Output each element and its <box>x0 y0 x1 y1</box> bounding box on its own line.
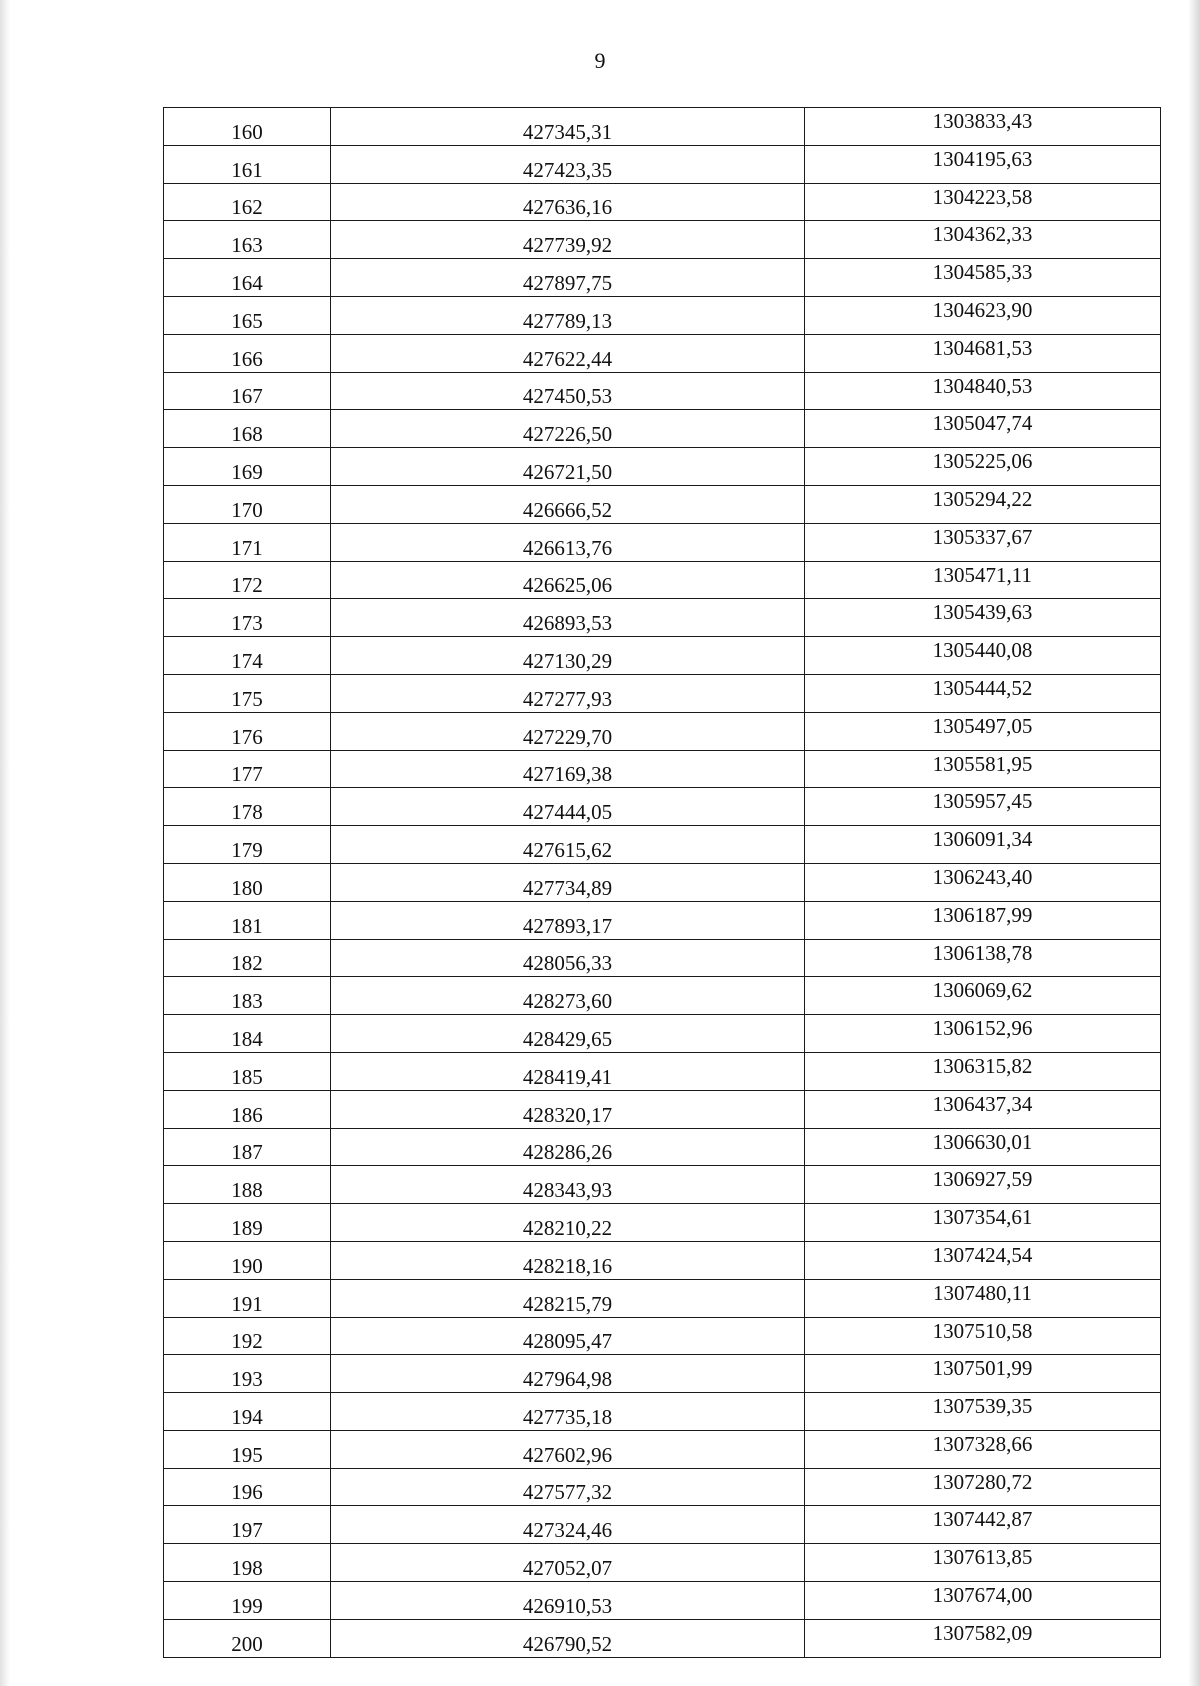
table-row <box>164 296 1161 334</box>
table-row <box>164 221 1161 259</box>
table-row <box>164 1355 1161 1393</box>
table-row <box>164 674 1161 712</box>
table-row <box>164 1279 1161 1317</box>
x-coordinate-cell: 426790,52 <box>331 1619 805 1657</box>
table-row <box>164 448 1161 486</box>
x-coordinate-cell: 427734,89 <box>331 863 805 901</box>
x-coordinate-cell: 428215,79 <box>331 1279 805 1317</box>
table-row <box>164 863 1161 901</box>
point-number-cell: 183 <box>164 977 331 1015</box>
x-coordinate-cell: 426893,53 <box>331 599 805 637</box>
table-row <box>164 372 1161 410</box>
y-coordinate-cell: 1306437,34 <box>805 1090 1161 1128</box>
point-number-cell: 195 <box>164 1430 331 1468</box>
table-row <box>164 1015 1161 1053</box>
point-number-cell: 184 <box>164 1015 331 1053</box>
point-number-cell: 196 <box>164 1468 331 1506</box>
x-coordinate-cell: 427130,29 <box>331 637 805 675</box>
point-number-cell: 181 <box>164 901 331 939</box>
table-row <box>164 712 1161 750</box>
x-coordinate-cell: 428218,16 <box>331 1241 805 1279</box>
point-number-cell: 160 <box>164 108 331 146</box>
point-number-cell: 171 <box>164 523 331 561</box>
table-row <box>164 108 1161 146</box>
x-coordinate-cell: 427423,35 <box>331 145 805 183</box>
x-coordinate-cell: 428320,17 <box>331 1090 805 1128</box>
scan-edge-right <box>1188 0 1200 1686</box>
point-number-cell: 199 <box>164 1582 331 1620</box>
point-number-cell: 194 <box>164 1393 331 1431</box>
table-row <box>164 259 1161 297</box>
point-number-cell: 190 <box>164 1241 331 1279</box>
table-row <box>164 334 1161 372</box>
y-coordinate-cell: 1306630,01 <box>805 1128 1161 1166</box>
y-coordinate-cell: 1304362,33 <box>805 221 1161 259</box>
y-coordinate-cell: 1306152,96 <box>805 1015 1161 1053</box>
point-number-cell: 161 <box>164 145 331 183</box>
table-row <box>164 1582 1161 1620</box>
table-row <box>164 750 1161 788</box>
y-coordinate-cell: 1304585,33 <box>805 259 1161 297</box>
y-coordinate-cell: 1305471,11 <box>805 561 1161 599</box>
x-coordinate-cell: 428273,60 <box>331 977 805 1015</box>
table-row <box>164 1506 1161 1544</box>
y-coordinate-cell: 1307424,54 <box>805 1241 1161 1279</box>
point-number-cell: 192 <box>164 1317 331 1355</box>
coordinates-table <box>163 107 1161 1658</box>
y-coordinate-cell: 1305047,74 <box>805 410 1161 448</box>
point-number-cell: 173 <box>164 599 331 637</box>
y-coordinate-cell: 1306069,62 <box>805 977 1161 1015</box>
x-coordinate-cell: 426721,50 <box>331 448 805 486</box>
y-coordinate-cell: 1307480,11 <box>805 1279 1161 1317</box>
x-coordinate-cell: 427789,13 <box>331 296 805 334</box>
x-coordinate-cell: 426613,76 <box>331 523 805 561</box>
y-coordinate-cell: 1304840,53 <box>805 372 1161 410</box>
x-coordinate-cell: 427229,70 <box>331 712 805 750</box>
y-coordinate-cell: 1305294,22 <box>805 485 1161 523</box>
x-coordinate-cell: 426625,06 <box>331 561 805 599</box>
y-coordinate-cell: 1307354,61 <box>805 1204 1161 1242</box>
y-coordinate-cell: 1305444,52 <box>805 674 1161 712</box>
x-coordinate-cell: 427345,31 <box>331 108 805 146</box>
table-row <box>164 1317 1161 1355</box>
table-row <box>164 523 1161 561</box>
x-coordinate-cell: 427602,96 <box>331 1430 805 1468</box>
y-coordinate-cell: 1307613,85 <box>805 1544 1161 1582</box>
y-coordinate-cell: 1306187,99 <box>805 901 1161 939</box>
point-number-cell: 177 <box>164 750 331 788</box>
x-coordinate-cell: 428429,65 <box>331 1015 805 1053</box>
y-coordinate-cell: 1307328,66 <box>805 1430 1161 1468</box>
y-coordinate-cell: 1306927,59 <box>805 1166 1161 1204</box>
y-coordinate-cell: 1307539,35 <box>805 1393 1161 1431</box>
point-number-cell: 170 <box>164 485 331 523</box>
point-number-cell: 182 <box>164 939 331 977</box>
point-number-cell: 168 <box>164 410 331 448</box>
x-coordinate-cell: 428095,47 <box>331 1317 805 1355</box>
point-number-cell: 175 <box>164 674 331 712</box>
table-row <box>164 1204 1161 1242</box>
y-coordinate-cell: 1304223,58 <box>805 183 1161 221</box>
y-coordinate-cell: 1307501,99 <box>805 1355 1161 1393</box>
point-number-cell: 187 <box>164 1128 331 1166</box>
point-number-cell: 185 <box>164 1052 331 1090</box>
table-row <box>164 939 1161 977</box>
point-number-cell: 167 <box>164 372 331 410</box>
table-row <box>164 1241 1161 1279</box>
y-coordinate-cell: 1307674,00 <box>805 1582 1161 1620</box>
table-row <box>164 1128 1161 1166</box>
x-coordinate-cell: 427052,07 <box>331 1544 805 1582</box>
x-coordinate-cell: 427450,53 <box>331 372 805 410</box>
table-row <box>164 1052 1161 1090</box>
y-coordinate-cell: 1306138,78 <box>805 939 1161 977</box>
point-number-cell: 162 <box>164 183 331 221</box>
x-coordinate-cell: 426910,53 <box>331 1582 805 1620</box>
point-number-cell: 164 <box>164 259 331 297</box>
x-coordinate-cell: 428210,22 <box>331 1204 805 1242</box>
point-number-cell: 166 <box>164 334 331 372</box>
coordinates-table-body <box>164 108 1161 1658</box>
x-coordinate-cell: 427324,46 <box>331 1506 805 1544</box>
x-coordinate-cell: 428419,41 <box>331 1052 805 1090</box>
point-number-cell: 200 <box>164 1619 331 1657</box>
scan-edge-left <box>0 0 10 1686</box>
y-coordinate-cell: 1307280,72 <box>805 1468 1161 1506</box>
y-coordinate-cell: 1306243,40 <box>805 863 1161 901</box>
table-row <box>164 977 1161 1015</box>
point-number-cell: 179 <box>164 826 331 864</box>
table-row <box>164 410 1161 448</box>
table-row <box>164 485 1161 523</box>
y-coordinate-cell: 1307582,09 <box>805 1619 1161 1657</box>
x-coordinate-cell: 427169,38 <box>331 750 805 788</box>
y-coordinate-cell: 1305581,95 <box>805 750 1161 788</box>
y-coordinate-cell: 1305337,67 <box>805 523 1161 561</box>
y-coordinate-cell: 1303833,43 <box>805 108 1161 146</box>
y-coordinate-cell: 1305440,08 <box>805 637 1161 675</box>
y-coordinate-cell: 1304623,90 <box>805 296 1161 334</box>
y-coordinate-cell: 1305497,05 <box>805 712 1161 750</box>
point-number-cell: 165 <box>164 296 331 334</box>
x-coordinate-cell: 428286,26 <box>331 1128 805 1166</box>
table-row <box>164 901 1161 939</box>
x-coordinate-cell: 427897,75 <box>331 259 805 297</box>
point-number-cell: 172 <box>164 561 331 599</box>
x-coordinate-cell: 427226,50 <box>331 410 805 448</box>
x-coordinate-cell: 427577,32 <box>331 1468 805 1506</box>
x-coordinate-cell: 427622,44 <box>331 334 805 372</box>
y-coordinate-cell: 1305225,06 <box>805 448 1161 486</box>
table-row <box>164 1468 1161 1506</box>
y-coordinate-cell: 1306315,82 <box>805 1052 1161 1090</box>
point-number-cell: 197 <box>164 1506 331 1544</box>
y-coordinate-cell: 1306091,34 <box>805 826 1161 864</box>
x-coordinate-cell: 428343,93 <box>331 1166 805 1204</box>
point-number-cell: 178 <box>164 788 331 826</box>
x-coordinate-cell: 427636,16 <box>331 183 805 221</box>
point-number-cell: 191 <box>164 1279 331 1317</box>
table-row <box>164 826 1161 864</box>
point-number-cell: 198 <box>164 1544 331 1582</box>
x-coordinate-cell: 427735,18 <box>331 1393 805 1431</box>
table-row <box>164 1166 1161 1204</box>
y-coordinate-cell: 1305439,63 <box>805 599 1161 637</box>
point-number-cell: 193 <box>164 1355 331 1393</box>
x-coordinate-cell: 428056,33 <box>331 939 805 977</box>
table-row <box>164 1544 1161 1582</box>
point-number-cell: 186 <box>164 1090 331 1128</box>
table-row <box>164 145 1161 183</box>
table-row <box>164 637 1161 675</box>
y-coordinate-cell: 1307442,87 <box>805 1506 1161 1544</box>
y-coordinate-cell: 1304681,53 <box>805 334 1161 372</box>
table-row <box>164 183 1161 221</box>
y-coordinate-cell: 1307510,58 <box>805 1317 1161 1355</box>
table-row <box>164 1430 1161 1468</box>
point-number-cell: 188 <box>164 1166 331 1204</box>
point-number-cell: 174 <box>164 637 331 675</box>
x-coordinate-cell: 426666,52 <box>331 485 805 523</box>
point-number-cell: 189 <box>164 1204 331 1242</box>
y-coordinate-cell: 1304195,63 <box>805 145 1161 183</box>
table-row <box>164 1619 1161 1657</box>
x-coordinate-cell: 427277,93 <box>331 674 805 712</box>
page-number: 9 <box>594 48 606 73</box>
x-coordinate-cell: 427739,92 <box>331 221 805 259</box>
x-coordinate-cell: 427964,98 <box>331 1355 805 1393</box>
table-row <box>164 599 1161 637</box>
x-coordinate-cell: 427615,62 <box>331 826 805 864</box>
point-number-cell: 163 <box>164 221 331 259</box>
table-row <box>164 1090 1161 1128</box>
point-number-cell: 180 <box>164 863 331 901</box>
table-row <box>164 788 1161 826</box>
point-number-cell: 176 <box>164 712 331 750</box>
table-row <box>164 561 1161 599</box>
table-row <box>164 1393 1161 1431</box>
x-coordinate-cell: 427893,17 <box>331 901 805 939</box>
point-number-cell: 169 <box>164 448 331 486</box>
x-coordinate-cell: 427444,05 <box>331 788 805 826</box>
y-coordinate-cell: 1305957,45 <box>805 788 1161 826</box>
